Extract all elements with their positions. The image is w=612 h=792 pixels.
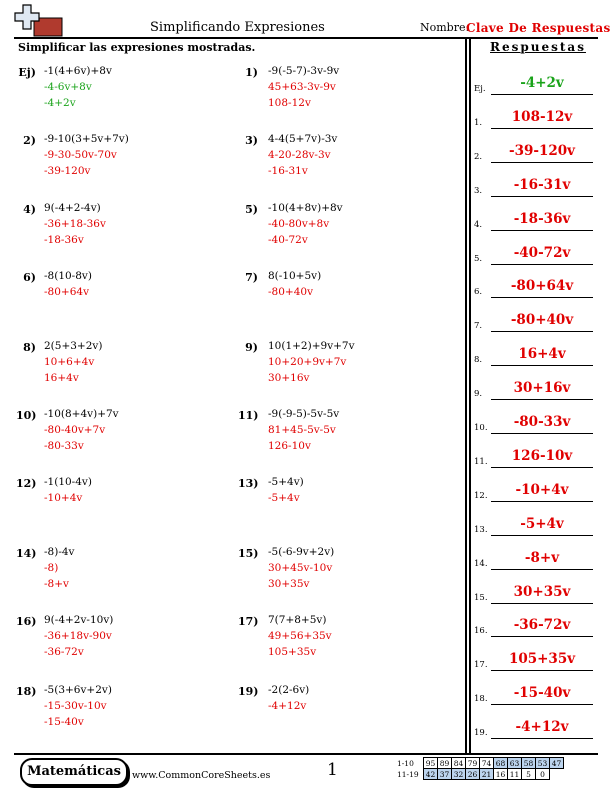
answer-number: 1.: [474, 118, 483, 128]
answer-number: 18.: [474, 694, 488, 704]
problem-expression: 10(1+2)+9v+7v: [268, 340, 355, 352]
problem-expression: 9(-4+2-4v): [44, 202, 101, 214]
answer-line: [491, 670, 593, 671]
answer-value: -39-120v: [508, 143, 576, 159]
solution-step: 4-20-28v-3v: [268, 149, 331, 161]
answer-line: [491, 399, 593, 400]
answer-line: [491, 501, 593, 502]
answer-line: [491, 264, 593, 265]
answer-value: -80+40v: [510, 312, 574, 328]
solution-step: -8+v: [44, 578, 69, 590]
score-cell: 26: [466, 769, 480, 780]
answer-value: -4+2v: [520, 75, 564, 91]
answer-number: 14.: [474, 559, 488, 569]
answer-value: -15-40v: [513, 685, 571, 701]
answer-value: 30+35v: [513, 584, 571, 600]
problem-expression: -8(10-8v): [44, 270, 92, 282]
score-cell: 89: [438, 758, 452, 769]
problem-expression: -5(3+6v+2v): [44, 684, 112, 696]
solution-step: -5+4v: [268, 492, 300, 504]
page-number: 1: [327, 760, 338, 780]
solution-step: -40-72v: [268, 234, 308, 246]
answer-value: -16-31v: [513, 177, 571, 193]
solution-step: -80+40v: [268, 286, 313, 298]
score-cell: 58: [522, 758, 536, 769]
answer-number: 6.: [474, 287, 483, 297]
column-divider: [469, 37, 471, 753]
answer-line: [491, 94, 593, 95]
solution-step: -4+12v: [268, 700, 307, 712]
problem-number: 9): [245, 341, 258, 354]
problem-number: 17): [238, 615, 259, 628]
answer-number: 15.: [474, 593, 488, 603]
problem-number: 12): [16, 477, 37, 490]
problem-expression: -1(4+6v)+8v: [44, 65, 112, 77]
answer-number: 7.: [474, 321, 483, 331]
problem-number: 18): [16, 685, 37, 698]
answer-line: [491, 297, 593, 298]
score-cell: 11: [508, 769, 522, 780]
solution-step: 30+16v: [268, 372, 310, 384]
solution-step: -80-33v: [44, 440, 84, 452]
answer-value: -8+v: [524, 550, 560, 566]
answer-line: [491, 636, 593, 637]
solution-step: -16-31v: [268, 165, 308, 177]
score-cell: 21: [480, 769, 494, 780]
solution-step: 10+20+9v+7v: [268, 356, 347, 368]
answer-value: 126-10v: [511, 448, 573, 464]
problem-expression: -8)-4v: [44, 546, 75, 558]
solution-step: -15-40v: [44, 716, 84, 728]
answer-value: -4+12v: [515, 719, 569, 735]
answer-value: -36-72v: [513, 617, 571, 633]
answer-line: [491, 704, 593, 705]
answer-value: -5+4v: [520, 516, 564, 532]
score-cell: 0: [536, 769, 550, 780]
score-cell: 79: [466, 758, 480, 769]
answer-number: 11.: [474, 457, 488, 467]
solution-step: -8): [44, 562, 59, 574]
score-cell: 74: [480, 758, 494, 769]
problem-expression: -9-10(3+5v+7v): [44, 133, 129, 145]
answer-value: -18-36v: [513, 211, 571, 227]
score-cell: 42: [424, 769, 438, 780]
problem-expression: -5(-6-9v+2v): [268, 546, 335, 558]
name-value: Clave De Respuestas: [466, 21, 611, 35]
solution-step: 30+35v: [268, 578, 310, 590]
answer-line: [491, 162, 593, 163]
problem-expression: -10(4+8v)+8v: [268, 202, 343, 214]
answer-number: 12.: [474, 491, 488, 501]
subject-badge: Matemáticas: [20, 758, 128, 786]
score-cell: 68: [494, 758, 508, 769]
answer-number: 16.: [474, 626, 488, 636]
problem-number: 7): [245, 271, 258, 284]
solution-step: 16+4v: [44, 372, 79, 384]
problem-number: 3): [245, 134, 258, 147]
score-row-label: 11-19: [397, 769, 419, 779]
solution-step: 30+45v-10v: [268, 562, 333, 574]
problem-expression: 7(7+8+5v): [268, 614, 327, 626]
problem-expression: 4-4(5+7v)-3v: [268, 133, 338, 145]
solution-step: -40-80v+8v: [268, 218, 330, 230]
problem-number: 5): [245, 203, 258, 216]
score-table: [397, 757, 564, 780]
problem-number: 10): [16, 409, 37, 422]
solution-step: 10+6+4v: [44, 356, 95, 368]
score-cell: 95: [424, 758, 438, 769]
problem-number: 4): [23, 203, 36, 216]
problem-number: 1): [245, 66, 258, 79]
problem-number: 16): [16, 615, 37, 628]
instructions: Simplificar las expresiones mostradas.: [18, 41, 256, 54]
problem-expression: 9(-4+2v-10v): [44, 614, 114, 626]
answer-line: [491, 128, 593, 129]
score-row-label: 1-10: [397, 758, 414, 768]
problem-number: 19): [238, 685, 259, 698]
problem-number: 2): [23, 134, 36, 147]
answer-line: [491, 603, 593, 604]
solution-step: 126-10v: [268, 440, 311, 452]
answer-number: 10.: [474, 423, 488, 433]
answer-number: 17.: [474, 660, 488, 670]
answer-line: [491, 433, 593, 434]
problem-number: 11): [238, 409, 259, 422]
page-title: Simplificando Expresiones: [150, 20, 325, 35]
answer-value: -40-72v: [513, 245, 571, 261]
answer-line: [491, 738, 593, 739]
score-cell: 84: [452, 758, 466, 769]
answer-number: 19.: [474, 728, 488, 738]
solution-step: -15-30v-10v: [44, 700, 107, 712]
name-label: Nombre:: [420, 21, 470, 34]
solution-step: -10+4v: [44, 492, 83, 504]
answer-line: [491, 569, 593, 570]
problem-expression: -10(8+4v)+7v: [44, 408, 119, 420]
problem-expression: 2(5+3+2v): [44, 340, 103, 352]
answer-number: 2.: [474, 152, 483, 162]
problem-expression: -2(2-6v): [268, 684, 310, 696]
problem-expression: 8(-10+5v): [268, 270, 322, 282]
solution-step: -36-72v: [44, 646, 84, 658]
answer-number: 13.: [474, 525, 488, 535]
header-divider: [14, 37, 598, 39]
answer-value: -80-33v: [513, 414, 571, 430]
solution-step: -39-120v: [44, 165, 91, 177]
solution-step: -36+18-36v: [44, 218, 106, 230]
solution-step: -9-30-50v-70v: [44, 149, 117, 161]
answer-value: 30+16v: [513, 380, 571, 396]
answer-line: [491, 535, 593, 536]
solution-step: -18-36v: [44, 234, 84, 246]
footer-divider: [14, 753, 598, 755]
solution-step: 108-12v: [268, 97, 311, 109]
problem-expression: -1(10-4v): [44, 476, 92, 488]
plus-logo-icon: [14, 4, 64, 38]
solution-step: 81+45-5v-5v: [268, 424, 336, 436]
score-cell: 37: [438, 769, 452, 780]
answer-line: [491, 365, 593, 366]
answer-number: 9.: [474, 389, 483, 399]
answer-line: [491, 331, 593, 332]
problem-number: 8): [23, 341, 36, 354]
answer-value: -80+64v: [510, 278, 574, 294]
site-url: www.CommonCoreSheets.es: [132, 770, 271, 781]
problem-expression: -9(-5-7)-3v-9v: [268, 65, 340, 77]
problem-number: Ej): [18, 66, 36, 79]
answer-number: 3.: [474, 186, 483, 196]
solution-step: 49+56+35v: [268, 630, 332, 642]
score-cell: 53: [536, 758, 550, 769]
solution-step: -4-6v+8v: [44, 81, 92, 93]
answer-number: 8.: [474, 355, 483, 365]
problem-number: 13): [238, 477, 259, 490]
problem-number: 14): [16, 547, 37, 560]
answer-line: [491, 467, 593, 468]
answers-title: Respuestas: [490, 40, 586, 54]
answer-value: 105+35v: [508, 651, 576, 667]
solution-step: -36+18v-90v: [44, 630, 112, 642]
answer-number: Ej.: [474, 84, 486, 94]
score-cell: 32: [452, 769, 466, 780]
solution-step: 45+63-3v-9v: [268, 81, 336, 93]
problem-number: 6): [23, 271, 36, 284]
score-cell: 16: [494, 769, 508, 780]
answer-value: 108-12v: [511, 109, 573, 125]
column-divider: [465, 37, 467, 753]
score-cell: 47: [550, 758, 564, 769]
answer-number: 5.: [474, 254, 483, 264]
problem-expression: -9(-9-5)-5v-5v: [268, 408, 340, 420]
answer-line: [491, 230, 593, 231]
problem-expression: -5+4v): [268, 476, 304, 488]
solution-step: -80-40v+7v: [44, 424, 106, 436]
score-cell: 63: [508, 758, 522, 769]
problem-number: 15): [238, 547, 259, 560]
answer-value: 16+4v: [518, 346, 566, 362]
answer-value: -10+4v: [515, 482, 569, 498]
solution-step: 105+35v: [268, 646, 317, 658]
solution-step: -80+64v: [44, 286, 89, 298]
score-cell: 5: [522, 769, 536, 780]
answer-line: [491, 196, 593, 197]
solution-step: -4+2v: [44, 97, 76, 109]
answer-number: 4.: [474, 220, 483, 230]
